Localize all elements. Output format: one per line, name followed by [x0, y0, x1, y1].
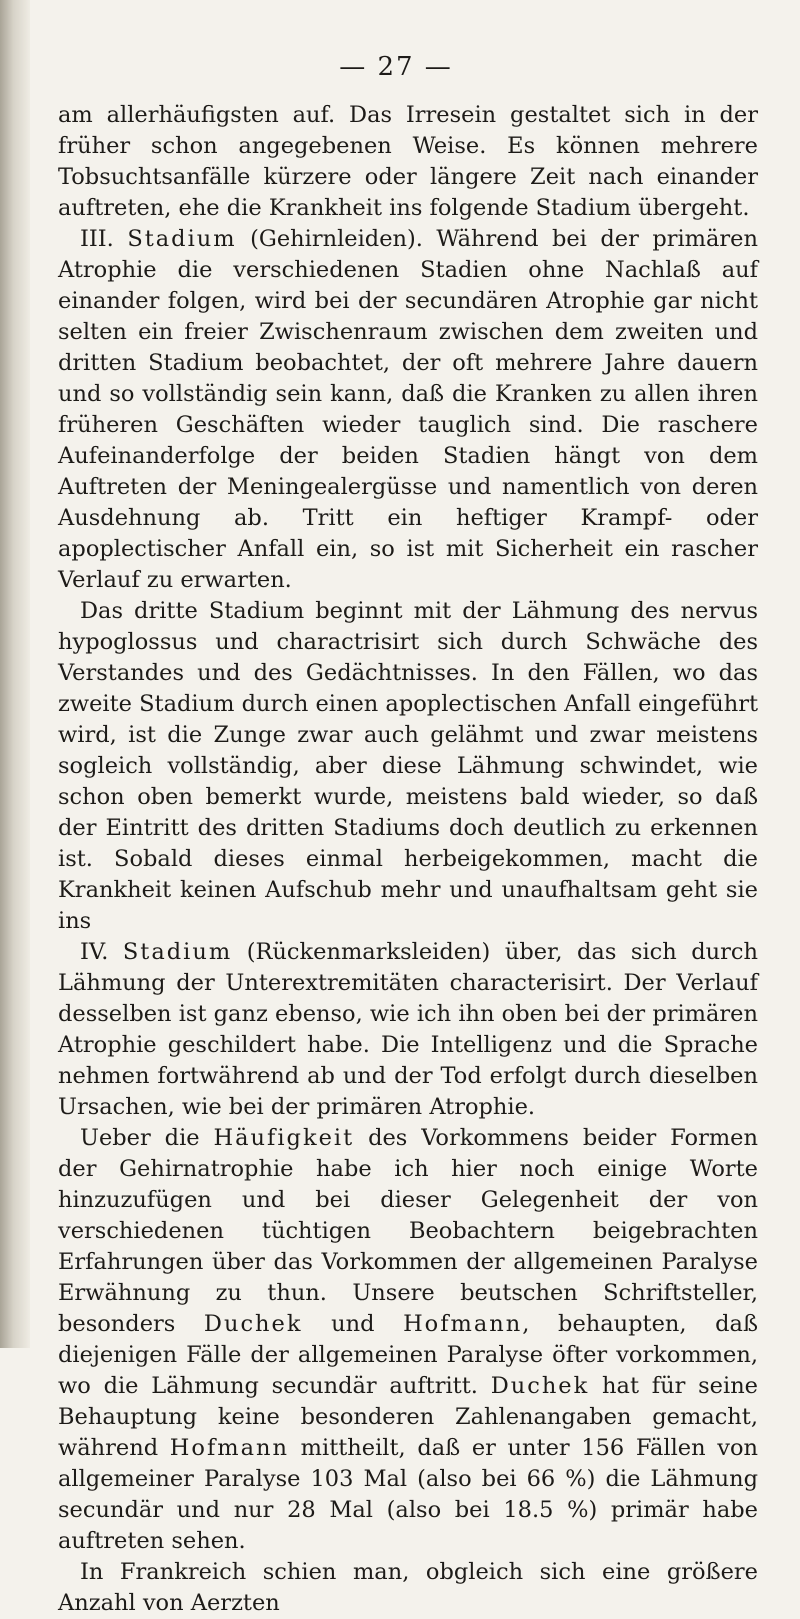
emphasized-term: Stadium	[122, 939, 233, 965]
paragraph	[58, 1557, 758, 1619]
page-left-edge-shadow	[0, 0, 30, 1348]
book-page	[58, 52, 758, 1619]
text-run: Ueber die	[80, 1125, 214, 1151]
paragraph	[58, 1123, 758, 1557]
paragraph	[58, 596, 758, 937]
paragraph	[58, 100, 758, 224]
emphasized-term: Hofmann	[403, 1311, 523, 1337]
text-run: am allerhäufigsten auf. Das Irresein gestaltet sich in der früher schon angegebenen Weise. Es können mehrere Tobsuchtsanfälle kürzere oder längere Zeit nach einander auftreten, ehe die Krankheit ins folgende Stadium übergeht.	[58, 102, 758, 221]
text-run: (Gehirnleiden). Während bei der primären Atrophie die verschiedenen Stadien ohne Nachlaß auf einander folgen, wird bei der secundären Atrophie gar nicht selten ein freier Zwischenraum zwischen dem zweiten und dritten Stadium beobachtet, der oft mehrere Jahre dauern und so vollständig sein kann, daß die Kranken zu allen ihren früheren Geschäften wieder tauglich sind. Die raschere Aufeinanderfolge der beiden Stadien hängt von dem Auftreten der Meningealergüsse und namentlich von deren Ausdehnung ab. Tritt ein heftiger Krampf- oder apoplectischer Anfall ein, so ist mit Sicherheit ein rascher Verlauf zu erwarten.	[58, 226, 758, 593]
paragraph	[58, 224, 758, 596]
emphasized-term: Hofmann	[169, 1435, 290, 1461]
emphasized-term: Häufigkeit	[213, 1125, 355, 1151]
paragraph	[58, 937, 758, 1123]
text-run: III.	[80, 226, 128, 252]
text-run: mittheilt, daß er unter 156 Fällen von allgemeiner Paralyse 103 Mal (also bei 66 %) die Lähmung secundär und nur 28 Mal (also bei 18.5 %) primär habe auftreten sehen.	[58, 1435, 758, 1554]
body-text	[58, 100, 758, 1619]
text-run: und	[302, 1311, 404, 1337]
text-run: , behaupten, daß diejenigen Fälle der allgemeinen Paralyse öfter vorkommen, wo die Lähmung secundär auftritt.	[58, 1311, 758, 1399]
page-number: — 27 —	[339, 52, 453, 82]
text-run: hat für seine Behauptung keine besonderen Zahlenangaben gemacht, während	[58, 1373, 759, 1461]
text-run: IV.	[80, 939, 123, 965]
text-run: In Frankreich schien man, obgleich sich eine größere Anzahl von Aerzten	[58, 1559, 758, 1616]
text-run: Das dritte Stadium beginnt mit der Lähmung des nervus hypoglossus und charactrisirt sich durch Schwäche des Verstandes und des Gedächtnisses. In den Fällen, wo das zweite Stadium durch einen apoplectischen Anfall eingeführt wird, ist die Zunge zwar auch gelähmt und zwar meistens sogleich vollständig, aber diese Lähmung schwindet, wie schon oben bemerkt wurde, meistens bald wieder, so daß der Eintritt des dritten Stadiums doch deutlich zu erkennen ist. Sobald dieses einmal herbeigekommen, macht die Krankheit keinen Aufschub mehr und unaufhaltsam geht sie ins	[58, 598, 759, 934]
text-run: (Rückenmarksleiden) über, das sich durch Lähmung der Unterextremitäten characterisirt. Der Verlauf desselben ist ganz ebenso, wie ich ihn oben bei der primären Atrophie geschildert habe. Die Intelligenz und die Sprache nehmen fortwährend ab und der Tod erfolgt durch dieselben Ursachen, wie bei der primären Atrophie.	[58, 939, 758, 1120]
emphasized-term: Stadium	[127, 226, 237, 252]
text-run: des Vorkommens beider Formen der Gehirnatrophie habe ich hier noch einige Worte hinzuzufügen und bei dieser Gelegenheit der von verschiedenen tüchtigen Beobachtern beigebrachten Erfahrungen über das Vorkommen der allgemeinen Paralyse Erwähnung zu thun. Unsere beutschen Schriftsteller, besonders	[58, 1125, 758, 1337]
emphasized-term: Duchek	[203, 1311, 303, 1337]
emphasized-term: Duchek	[490, 1373, 590, 1399]
